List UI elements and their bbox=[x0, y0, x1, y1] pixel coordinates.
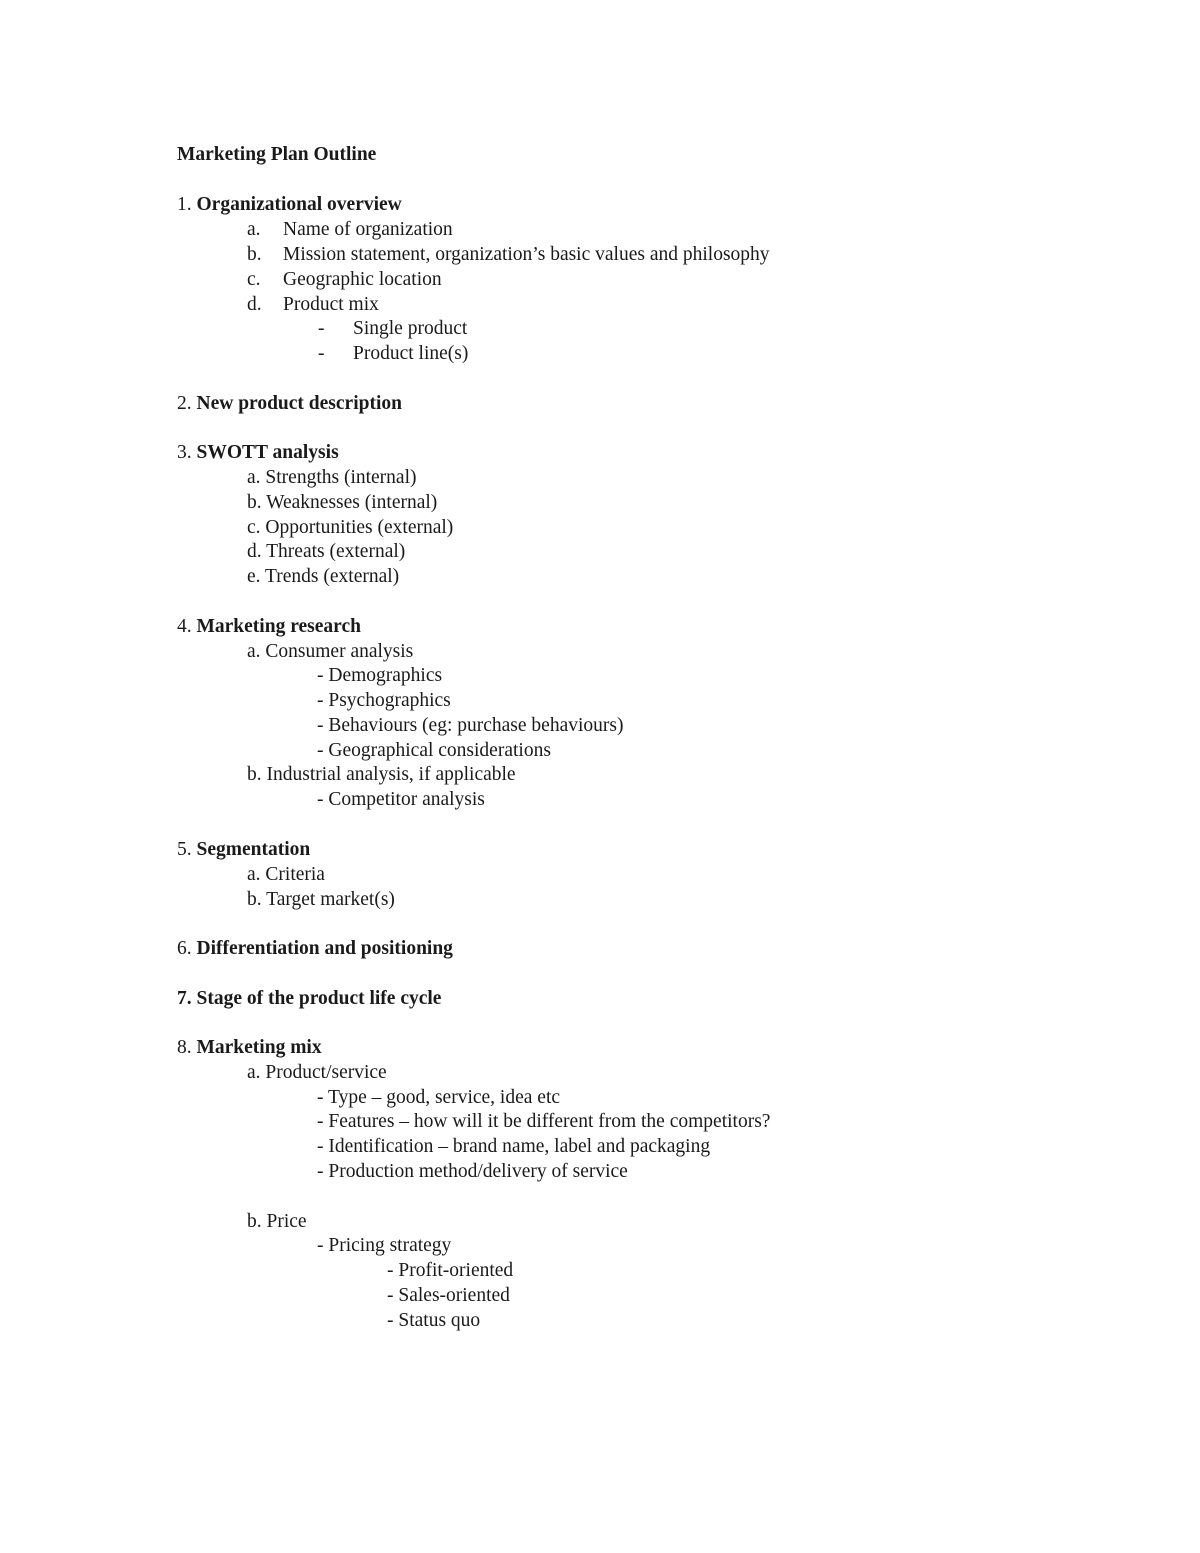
section-number: 6. bbox=[177, 938, 192, 959]
list-item: a. Product/service bbox=[247, 1062, 387, 1083]
section-title: Differentiation and positioning bbox=[196, 938, 453, 959]
list-marker: d. bbox=[247, 294, 262, 315]
section-number: 8. bbox=[177, 1037, 192, 1058]
list-subitem: - Type – good, service, idea etc bbox=[317, 1087, 561, 1108]
section-title: SWOTT analysis bbox=[196, 442, 339, 463]
list-item: b. Target market(s) bbox=[247, 889, 395, 910]
list-subitem: - Identification – brand name, label and packaging bbox=[317, 1136, 711, 1157]
section-number: 7. bbox=[177, 988, 192, 1009]
list-subsubitem: - Profit-oriented bbox=[387, 1260, 514, 1281]
section-title: Organizational overview bbox=[196, 194, 402, 215]
list-item: a. Consumer analysis bbox=[247, 641, 414, 662]
section-title: Segmentation bbox=[196, 839, 311, 860]
list-item: b. Industrial analysis, if applicable bbox=[247, 764, 516, 785]
list-subitem: Single product bbox=[353, 318, 468, 339]
section-number: 3. bbox=[177, 442, 192, 463]
list-item: Geographic location bbox=[283, 269, 442, 290]
list-item: a. Criteria bbox=[247, 864, 325, 885]
section-heading bbox=[177, 394, 402, 414]
list-item: b. Price bbox=[247, 1211, 307, 1232]
section-number: 1. bbox=[177, 194, 192, 215]
list-subitem: - Geographical considerations bbox=[317, 740, 551, 761]
list-subitem: - Psychographics bbox=[317, 690, 451, 711]
section-heading bbox=[177, 443, 339, 463]
section-number: 2. bbox=[177, 393, 192, 414]
section-heading bbox=[177, 1038, 322, 1058]
list-subitem: - Pricing strategy bbox=[317, 1235, 452, 1256]
list-marker: a. bbox=[247, 219, 261, 240]
section-heading bbox=[177, 617, 361, 637]
list-item: Mission statement, organization’s basic values and philosophy bbox=[283, 244, 770, 265]
document-title: Marketing Plan Outline bbox=[177, 144, 377, 165]
list-marker: b. bbox=[247, 244, 262, 265]
list-item: a. Strengths (internal) bbox=[247, 467, 417, 488]
list-subitem: - Behaviours (eg: purchase behaviours) bbox=[317, 715, 624, 736]
section-title: New product description bbox=[196, 393, 402, 414]
list-marker: - bbox=[318, 343, 325, 364]
list-item: Name of organization bbox=[283, 219, 453, 240]
section-heading bbox=[177, 939, 453, 959]
section-number: 5. bbox=[177, 839, 192, 860]
section-heading bbox=[177, 195, 402, 215]
list-subsubitem: - Status quo bbox=[387, 1310, 481, 1331]
list-marker: c. bbox=[247, 269, 261, 290]
list-item: e. Trends (external) bbox=[247, 566, 400, 587]
section-number: 4. bbox=[177, 616, 192, 637]
list-subitem: - Demographics bbox=[317, 665, 443, 686]
section-title: Marketing research bbox=[196, 616, 361, 637]
list-marker: - bbox=[318, 318, 325, 339]
list-subitem: - Features – how will it be different from the competitors? bbox=[317, 1111, 771, 1132]
list-item: Product mix bbox=[283, 294, 379, 315]
list-subitem: - Competitor analysis bbox=[317, 789, 485, 810]
list-subsubitem: - Sales-oriented bbox=[387, 1285, 510, 1306]
list-subitem: Product line(s) bbox=[353, 343, 469, 364]
list-subitem: - Production method/delivery of service bbox=[317, 1161, 628, 1182]
section-heading bbox=[177, 989, 441, 1009]
section-title: Stage of the product life cycle bbox=[196, 988, 442, 1009]
list-item: c. Opportunities (external) bbox=[247, 517, 454, 538]
list-item: b. Weaknesses (internal) bbox=[247, 492, 438, 513]
list-item: d. Threats (external) bbox=[247, 541, 406, 562]
section-heading bbox=[177, 840, 310, 860]
section-title: Marketing mix bbox=[196, 1037, 322, 1058]
